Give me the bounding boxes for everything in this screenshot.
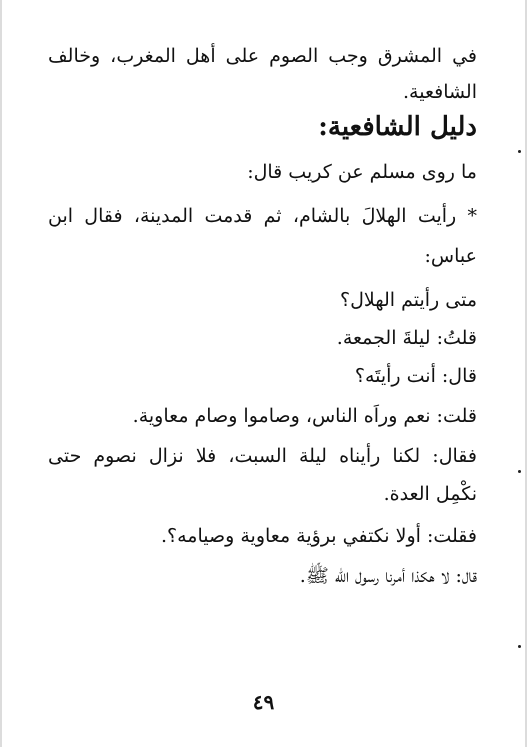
margin-mark [518,150,521,153]
paragraph-line: قلتُ: ليلةَ الجمعة. [336,327,477,349]
section-heading: دليل الشافعية: [318,112,477,142]
paragraph-line: * رأيت الهلالَ بالشام، ثم قدمت المدينة، فقال ابن [48,205,477,227]
paragraph-line: نكْمِل العدة. [383,483,477,505]
paragraph-line: فقلت: أولا نكتفي برؤية معاوية وصيامه؟. [160,525,477,547]
paragraph-line: في المشرق وجب الصوم على أهل المغرب، وخالف [48,45,477,67]
paragraph-line: قال: لا هكذا أمرنا رسول الله ﷺ. [299,565,477,587]
paragraph-line: عباس: [424,245,477,267]
paragraph-line: الشافعية. [402,81,477,103]
paragraph-line: قال: أنت رأيتَه؟ [354,365,477,387]
margin-mark [518,470,521,473]
page-number: ٤٩ [252,690,275,714]
paragraph-line: متى رأيتم الهلال؟ [340,289,477,311]
left-page-edge [0,0,2,747]
paragraph-line: ما روى مسلم عن كريب قال: [247,161,477,183]
paragraph-line: قلت: نعم وراَه الناس، وصاموا وصام معاوية. [132,405,477,427]
margin-mark [518,645,521,648]
paragraph-line: فقال: لكنا رأيناه ليلة السبت، فلا نزال نصوم حتى [48,445,477,467]
